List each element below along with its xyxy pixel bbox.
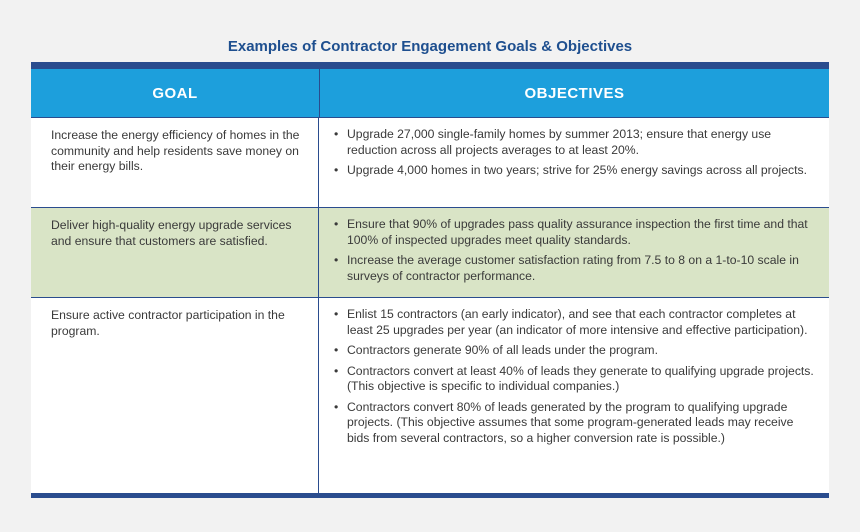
table-bottom-rule — [31, 493, 829, 498]
objectives-cell — [319, 298, 828, 493]
objectives-list — [333, 217, 816, 284]
objective-item: • Increase the average customer satisfaction rating from 7.5 to 8 on a 1-to-10 scale in surveys of contractor performance. — [333, 253, 816, 284]
goal-column-header: GOAL — [31, 69, 320, 117]
table-row-2 — [31, 207, 829, 297]
goal-cell: Ensure active contractor participation in the program. — [31, 298, 319, 493]
objective-item: • Upgrade 27,000 single-family homes by summer 2013; ensure that energy use reduction across all projects averages to at least 20%. — [333, 127, 816, 158]
goals-objectives-table — [31, 62, 829, 498]
table-header-row — [31, 67, 829, 117]
goal-cell: Increase the energy efficiency of homes in the community and help residents save money on their energy bills. — [31, 118, 319, 207]
objectives-cell — [319, 118, 828, 207]
objective-item: • Ensure that 90% of upgrades pass quality assurance inspection the first time and that 100% of inspected upgrades meet quality standards. — [333, 217, 816, 248]
goal-cell: Deliver high-quality energy upgrade services and ensure that customers are satisfied. — [31, 208, 319, 297]
objectives-cell — [319, 208, 828, 297]
objective-item: • Contractors convert at least 40% of leads they generate to qualifying upgrade projects. (This objective is specific to individual companies.) — [333, 364, 816, 395]
objective-item: • Contractors convert 80% of leads generated by the program to qualifying upgrade projects. (This objective assumes that some program-generated leads may receive bids from several contractors, so a higher conversion rate is possible.) — [333, 400, 816, 447]
page-title: Examples of Contractor Engagement Goals & Objectives — [227, 38, 633, 55]
objective-item: • Upgrade 4,000 homes in two years; strive for 25% energy savings across all projects. — [333, 163, 816, 179]
objectives-list — [333, 127, 816, 179]
objectives-column-header: OBJECTIVES — [524, 84, 625, 102]
table-row-1 — [31, 117, 829, 207]
objectives-list — [333, 307, 816, 446]
objective-item: • Contractors generate 90% of all leads under the program. — [333, 343, 816, 359]
table-row-3 — [31, 297, 829, 493]
objective-item: • Enlist 15 contractors (an early indicator), and see that each contractor completes at least 25 upgrades per year (an indicator of more intensive and effective participation). — [333, 307, 816, 338]
